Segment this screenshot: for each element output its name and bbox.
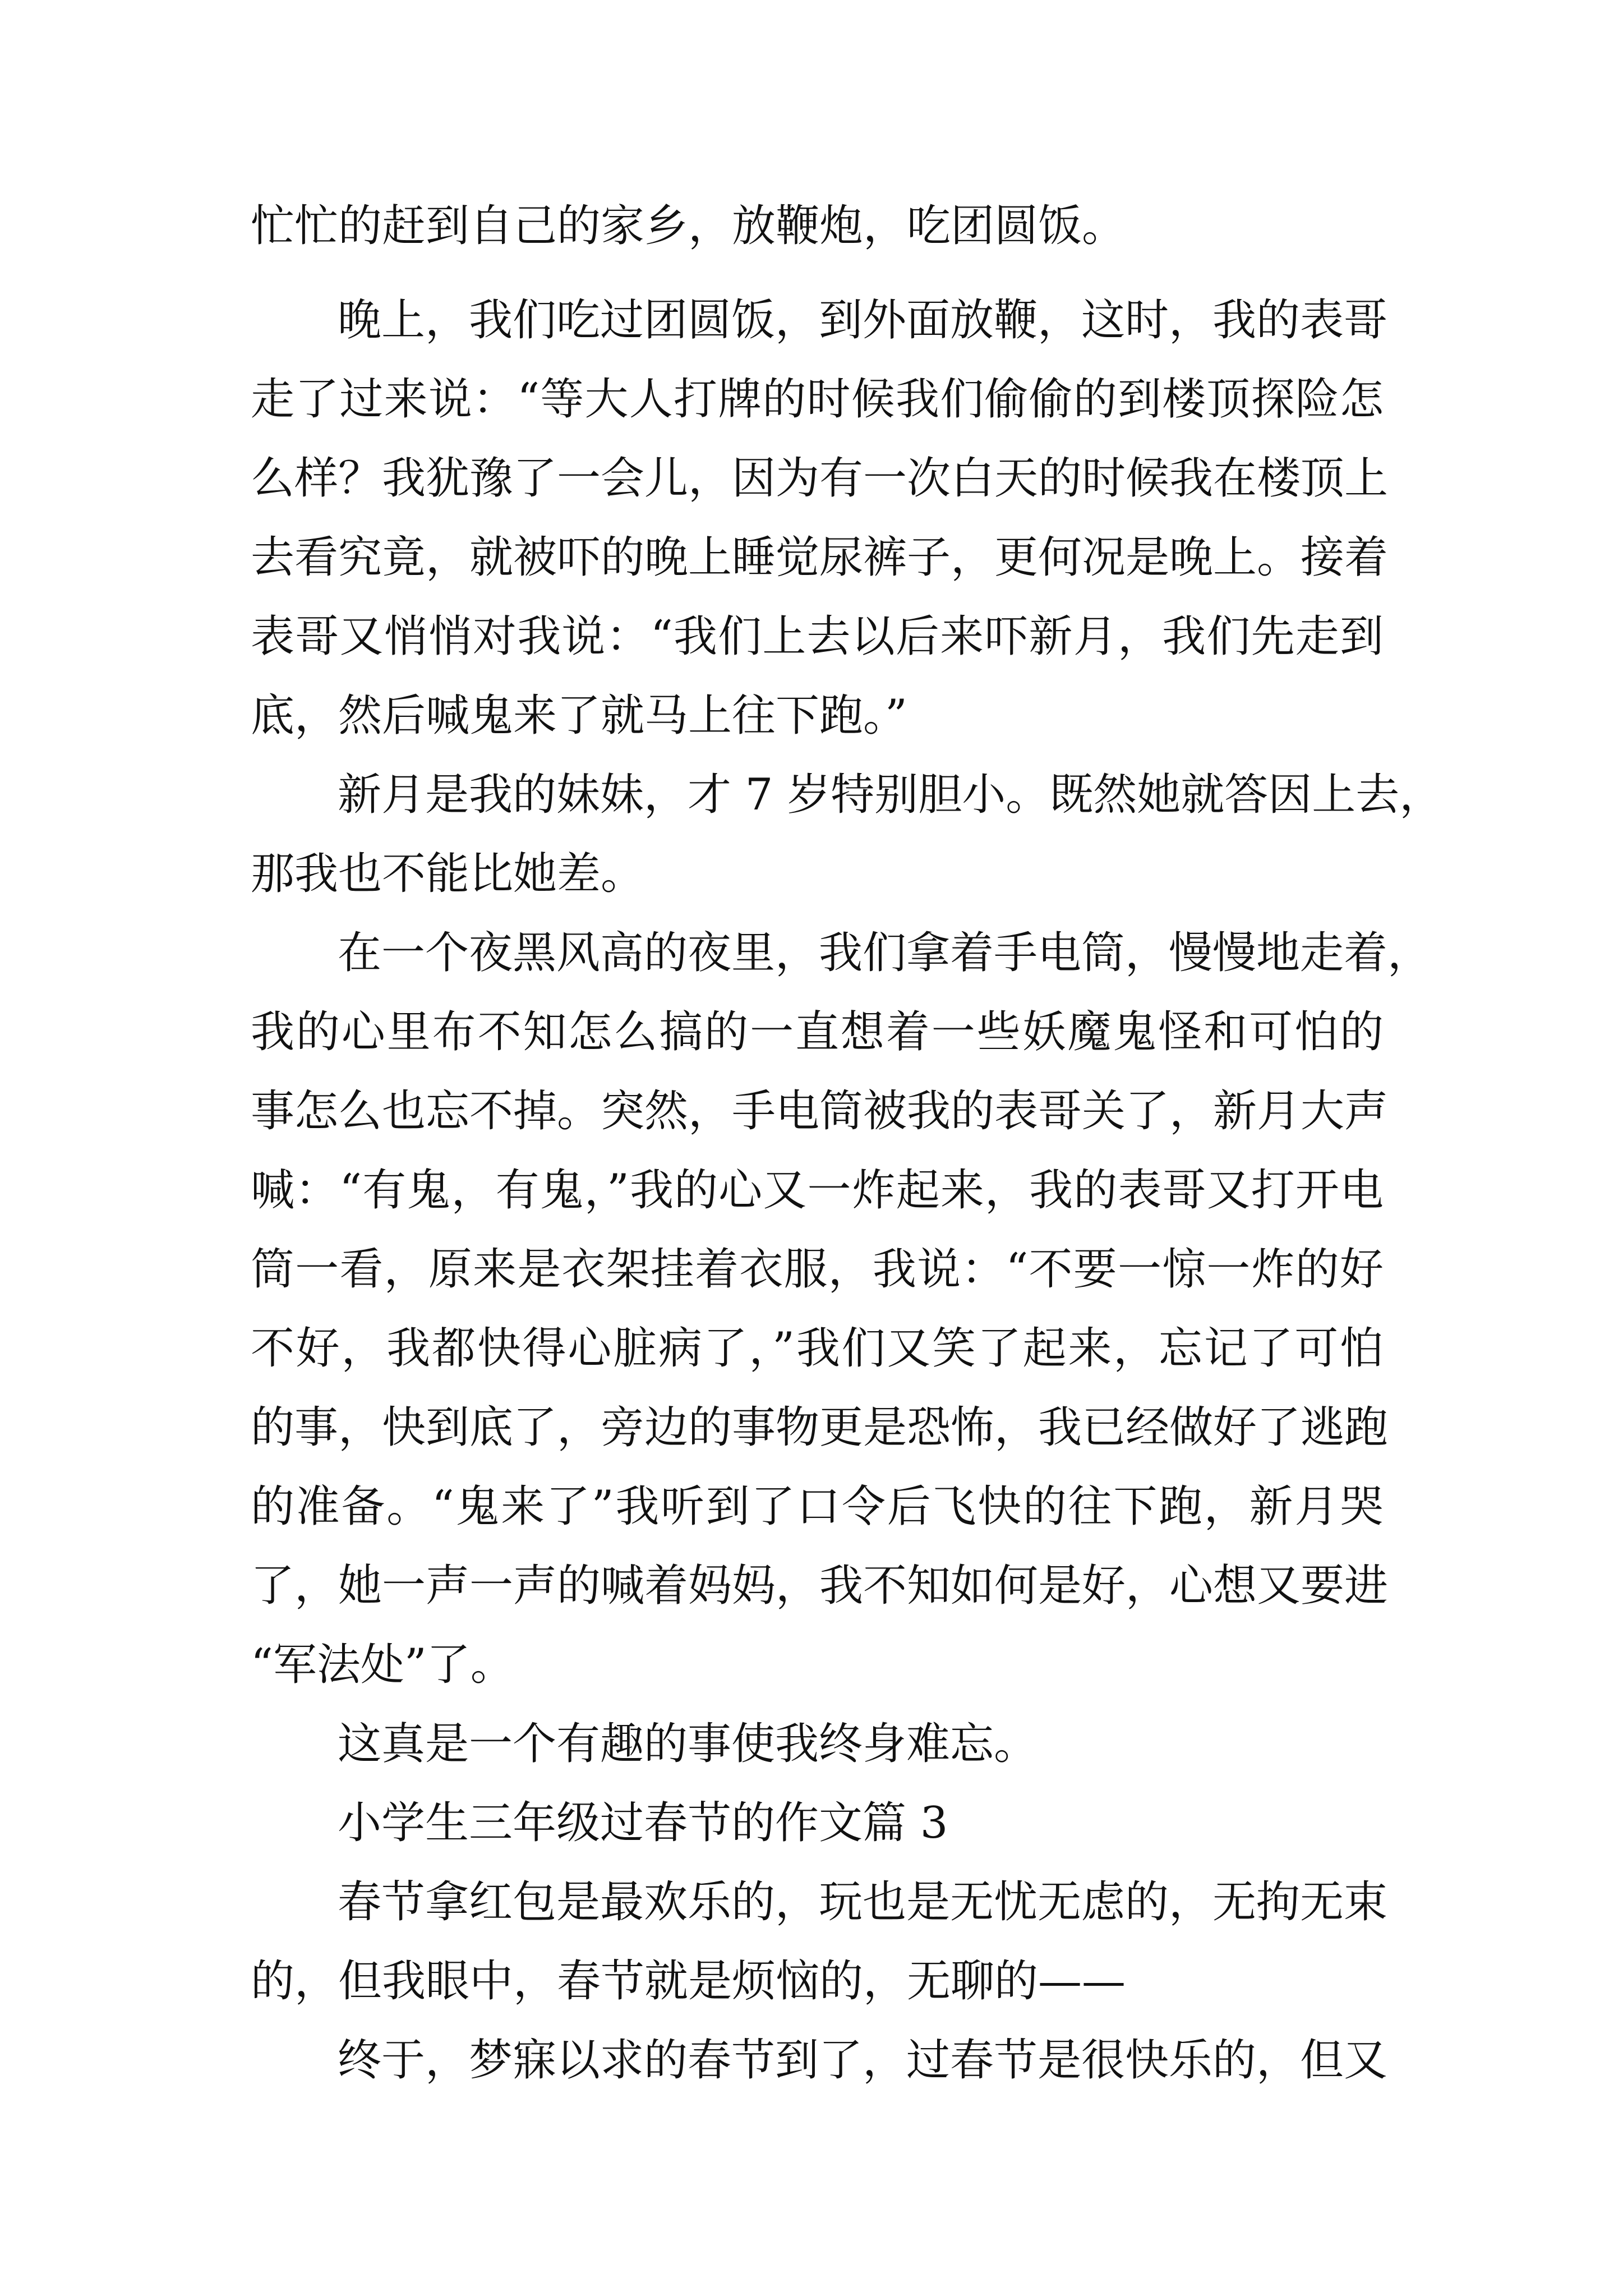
- text-line: 的，但我眼中，春节就是烦恼的，无聊的——: [251, 1956, 1126, 2007]
- text-line: 喊：“有鬼，有鬼，”我的心又一炸起来，我的表哥又打开电: [251, 1165, 1384, 1216]
- text-line: 去看究竟，就被吓的晚上睡觉尿裤子，更何况是晚上。接着: [251, 532, 1389, 583]
- text-line: 新月是我的妹妹，才 7 岁特别胆小。既然她就答因上去，: [338, 770, 1444, 820]
- text-line: 事怎么也忘不掉。突然，手电筒被我的表哥关了，新月大声: [251, 1086, 1389, 1137]
- text-line: 表哥又悄悄对我说：“我们上去以后来吓新月，我们先走到: [251, 611, 1384, 662]
- text-line: “军法处”了。: [251, 1640, 514, 1690]
- text-line: 那我也不能比她差。: [251, 849, 645, 899]
- text-line: 这真是一个有趣的事使我终身难忘。: [338, 1719, 1038, 1769]
- text-line: 了，她一声一声的喊着妈妈，我不知如何是好，心想又要进: [251, 1561, 1389, 1611]
- text-line: 终于，梦寐以求的春节到了，过春节是很快乐的，但又: [338, 2035, 1388, 2086]
- text-line: 晚上，我们吃过团圆饭，到外面放鞭，这时，我的表哥: [338, 295, 1388, 346]
- text-line: 的事，快到底了，旁边的事物更是恐怖，我已经做好了逃跑: [251, 1402, 1389, 1453]
- text-line: 在一个夜黑风高的夜里，我们拿着手电筒，慢慢地走着，: [338, 928, 1432, 978]
- text-line: 不好，我都快得心脏病了，”我们又笑了起来，忘记了可怕: [251, 1323, 1384, 1374]
- text-line: 我的心里布不知怎么搞的一直想着一些妖魔鬼怪和可怕的: [251, 1007, 1384, 1057]
- text-line: 么样？我犹豫了一会儿，因为有一次白天的时候我在楼顶上: [251, 453, 1389, 504]
- text-line: 筒一看，原来是衣架挂着衣服，我说：“不要一惊一炸的好: [251, 1244, 1384, 1295]
- text-line: 底，然后喊鬼来了就马上往下跑。”: [251, 691, 907, 741]
- text-line: 春节拿红包是最欢乐的，玩也是无忧无虑的，无拘无束: [338, 1877, 1388, 1927]
- text-line: 的准备。“鬼来了”我听到了口令后飞快的往下跑，新月哭: [251, 1481, 1384, 1532]
- section-heading: 小学生三年级过春节的作文篇 3: [338, 1798, 948, 1848]
- text-line: 走了过来说：“等大人打牌的时候我们偷偷的到楼顶探险怎: [251, 374, 1384, 425]
- text-line: 忙忙的赶到自己的家乡，放鞭炮，吃团圆饭。: [251, 201, 1126, 251]
